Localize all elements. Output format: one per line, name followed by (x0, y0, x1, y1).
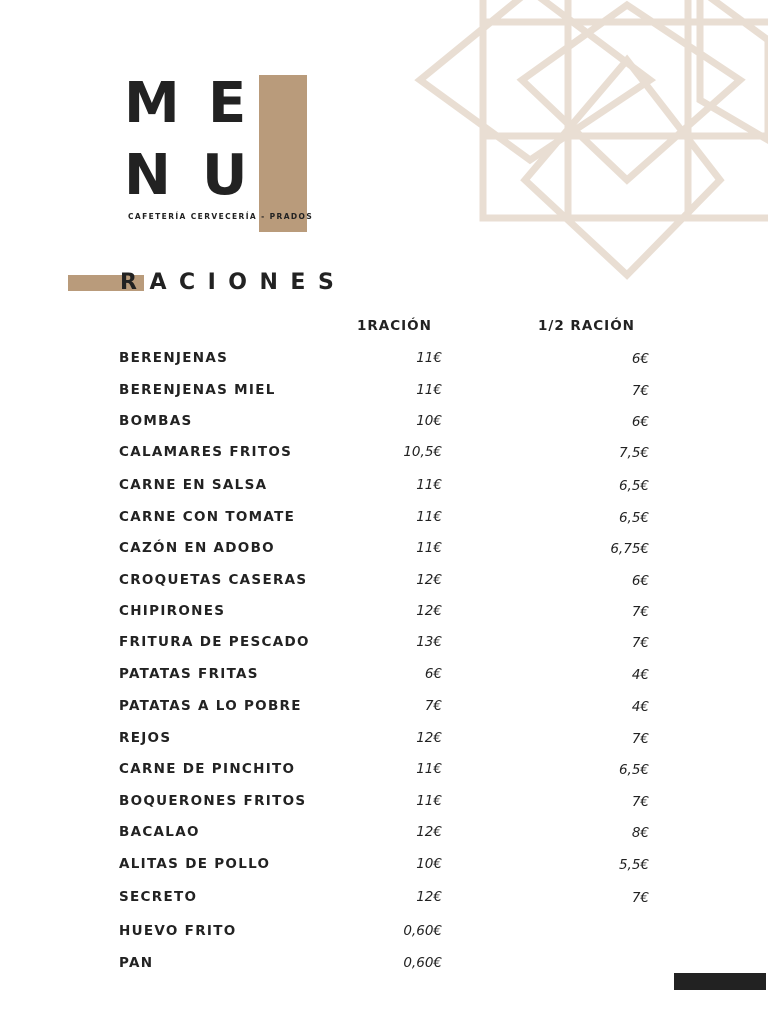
menu-item-price-full: 12€ (416, 889, 442, 905)
menu-item-price-full: 12€ (416, 603, 442, 619)
menu-item-name: FRITURA DE PESCADO (119, 634, 310, 650)
menu-item-price-full: 7€ (424, 698, 442, 714)
menu-item-price-half: 7€ (631, 635, 649, 651)
menu-item-name: SECRETO (119, 889, 198, 905)
menu-item-name: PATATAS A LO POBRE (119, 698, 302, 714)
menu-item-price-half: 5,5€ (618, 857, 649, 873)
menu-item-price-full: 10€ (416, 413, 442, 429)
menu-item-name: BERENJENAS (119, 350, 229, 366)
footer-bar (674, 973, 766, 990)
menu-item-name: BOMBAS (119, 413, 193, 429)
menu-item-price-full: 13€ (416, 634, 442, 650)
menu-item-price-full: 12€ (416, 824, 442, 840)
header-subtitle: CAFETERÍA CERVECERÍA - PRADOS (128, 212, 314, 221)
menu-item-price-half: 7€ (631, 383, 649, 399)
menu-item-price-full: 11€ (416, 350, 442, 366)
menu-item-price-full: 10,5€ (403, 444, 442, 460)
menu-item-price-half: 7€ (631, 794, 649, 810)
geometric-ornament (0, 0, 768, 300)
menu-item-name: CAZÓN EN ADOBO (119, 540, 275, 556)
menu-item-price-full: 11€ (416, 761, 442, 777)
menu-item-price-half: 7€ (631, 890, 649, 906)
header-accent-block (259, 75, 307, 232)
section-title: RACIONES (120, 270, 347, 295)
menu-item-name: REJOS (119, 730, 172, 746)
menu-item-price-full: 11€ (416, 540, 442, 556)
menu-item-name: BOQUERONES FRITOS (119, 793, 307, 809)
menu-item-name: HUEVO FRITO (119, 923, 237, 939)
menu-item-price-half: 8€ (631, 825, 649, 841)
menu-item-name: PAN (119, 955, 154, 971)
menu-item-name: CALAMARES FRITOS (119, 444, 293, 460)
menu-item-name: CARNE CON TOMATE (119, 509, 296, 525)
menu-item-price-full: 12€ (416, 572, 442, 588)
menu-item-name: PATATAS FRITAS (119, 666, 259, 682)
menu-letter-m: M (124, 71, 180, 136)
menu-item-price-full: 11€ (416, 477, 442, 493)
menu-item-price-full: 11€ (416, 382, 442, 398)
menu-item-price-full: 12€ (416, 730, 442, 746)
menu-item-price-half: 7€ (631, 604, 649, 620)
menu-item-price-full: 11€ (416, 509, 442, 525)
column-header-full: 1RACIÓN (357, 318, 432, 334)
menu-item-name: BERENJENAS MIEL (119, 382, 276, 398)
menu-item-name: BACALAO (119, 824, 200, 840)
menu-item-name: CARNE EN SALSA (119, 477, 268, 493)
menu-item-name: CARNE DE PINCHITO (119, 761, 296, 777)
menu-item-name: ALITAS DE POLLO (119, 856, 271, 872)
menu-item-price-half: 6€ (631, 573, 649, 589)
menu-item-price-half: 6,5€ (618, 762, 649, 778)
menu-item-price-half: 6,75€ (610, 541, 649, 557)
menu-item-name: CHIPIRONES (119, 603, 226, 619)
menu-letter-e: E (208, 71, 247, 136)
menu-item-price-full: 0,60€ (403, 955, 442, 971)
menu-item-price-full: 11€ (416, 793, 442, 809)
menu-item-price-full: 10€ (416, 856, 442, 872)
menu-item-price-half: 4€ (631, 667, 649, 683)
menu-item-price-half: 6€ (631, 414, 649, 430)
menu-item-price-half: 7€ (631, 731, 649, 747)
menu-item-price-half: 6,5€ (618, 478, 649, 494)
menu-item-price-half: 6€ (631, 351, 649, 367)
menu-item-price-half: 6,5€ (618, 510, 649, 526)
column-header-half: 1/2 RACIÓN (538, 318, 635, 334)
menu-letter-n: N (124, 143, 171, 208)
menu-item-price-full: 0,60€ (403, 923, 442, 939)
menu-item-name: CROQUETAS CASERAS (119, 572, 308, 588)
menu-item-price-half: 4€ (631, 699, 649, 715)
menu-letter-u: U (202, 143, 248, 208)
menu-item-price-half: 7,5€ (618, 445, 649, 461)
menu-item-price-full: 6€ (424, 666, 442, 682)
